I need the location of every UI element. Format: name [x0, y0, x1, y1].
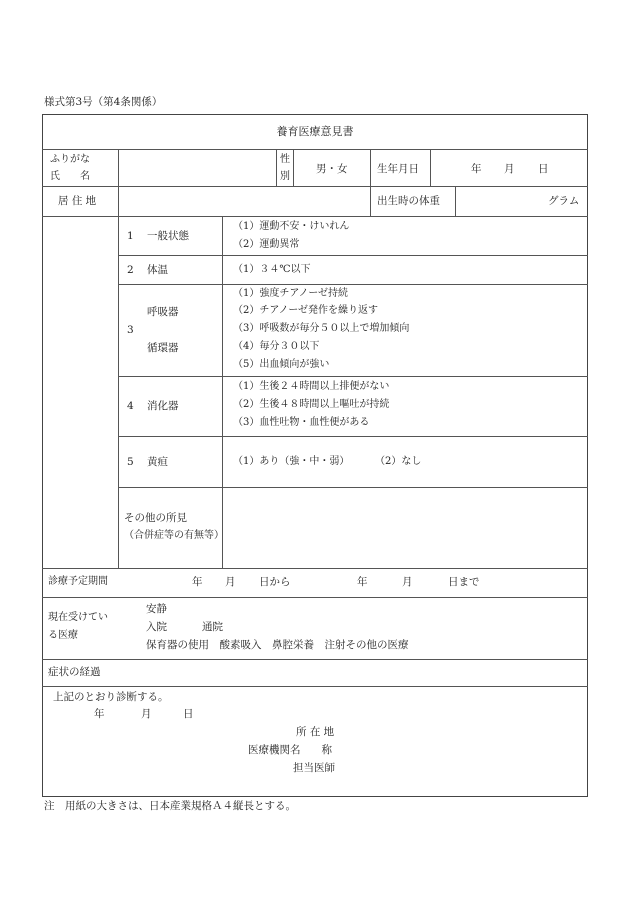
symptom-4-option: （2）生後４８時間以上嘔吐が持続: [233, 399, 390, 410]
symptom-3-option: （4）毎分３０以下: [233, 341, 320, 352]
form-title: 養育医療意見書: [276, 125, 354, 138]
symptom-3-option: （2）チアノーゼ発作を繰り返す: [233, 305, 379, 316]
symptom-5-label: 黄疸: [147, 456, 168, 468]
symptom-1-option: （1）運動不安・けいれん: [233, 221, 350, 232]
address-label: 居 住 地: [58, 195, 97, 207]
schedule-end-month: 月: [402, 576, 413, 588]
progress-label: 症状の経過: [48, 666, 101, 678]
furigana-label: ふりがな: [50, 154, 90, 165]
symptom-4-option: （3）血性吐物・血性便がある: [233, 417, 370, 428]
sex-label-2: 別: [280, 171, 290, 182]
sex-label-1: 性: [280, 154, 290, 165]
dob-month: 月: [504, 163, 515, 175]
sign-month: 月: [141, 708, 152, 720]
paper-size-note: 注 用紙の大きさは、日本産業規格Ａ４縦長とする。: [44, 800, 296, 812]
dob-day: 日: [538, 163, 549, 175]
dob-label: 生年月日: [377, 163, 419, 175]
symptom-3-num: 3: [127, 324, 134, 336]
symptom-3-option: （5）出血傾向が強い: [233, 359, 330, 370]
symptom-1-num: 1: [127, 230, 134, 242]
schedule-start-year: 年: [192, 576, 203, 588]
symptom-4-num: 4: [127, 400, 134, 412]
sex-value: 男・女: [316, 163, 348, 175]
birth-weight-label: 出生時の体重: [377, 195, 440, 207]
sign-year: 年: [94, 708, 105, 720]
symptom-2-num: 2: [127, 264, 134, 276]
schedule-label: 診療予定期間: [48, 576, 108, 587]
symptom-4-option: （1）生後２４時間以上排便がない: [233, 381, 390, 392]
schedule-start-day: 日から: [259, 576, 291, 588]
symptom-3-label-respiratory: 呼吸器: [147, 306, 179, 318]
form-number: 様式第3号（第4条関係）: [44, 96, 163, 108]
current-care-inpatient: 入院: [146, 621, 167, 633]
current-care-label-1: 現在受けてい: [48, 612, 108, 623]
current-care-treatments: 保育器の使用 酸素吸入 鼻腔栄養 注射その他の医療: [146, 639, 409, 651]
symptom-1-label: 一般状態: [147, 230, 189, 242]
institution-address-label: 所 在 地: [296, 726, 335, 738]
sign-day: 日: [183, 708, 194, 720]
symptom-5-num: 5: [127, 456, 134, 468]
symptom-3-option: （3）呼吸数が毎分５０以上で増加傾向: [233, 323, 410, 334]
schedule-end-day: 日まで: [448, 576, 480, 588]
symptom-3-option: （1）強度チアノーゼ持続: [233, 288, 349, 299]
name-label: 氏 名: [50, 171, 90, 182]
symptom-2-option: （1）３４℃以下: [233, 264, 311, 275]
dob-year: 年: [471, 163, 482, 175]
symptom-5-option: （1）あり（強・中・弱）: [233, 456, 350, 467]
symptom-2-label: 体温: [147, 264, 168, 276]
diagnosis-statement: 上記のとおり診断する。: [53, 691, 169, 703]
other-findings-label: その他の所見: [124, 512, 187, 524]
symptom-3-label-circulatory: 循環器: [147, 342, 179, 354]
symptom-5-option: （2）なし: [375, 456, 422, 467]
institution-name-label: 医療機関名 称: [248, 744, 332, 756]
attending-doctor-label: 担当医師: [293, 762, 335, 774]
schedule-start-month: 月: [225, 576, 236, 588]
other-findings-sub: （合併症等の有無等）: [124, 530, 224, 541]
current-care-label-2: る医療: [48, 630, 78, 641]
symptom-1-option: （2）運動異常: [233, 239, 300, 250]
schedule-end-year: 年: [357, 576, 368, 588]
symptom-4-label: 消化器: [147, 400, 179, 412]
gram-unit: グラム: [548, 195, 580, 207]
current-care-outpatient: 通院: [202, 621, 223, 633]
current-care-rest: 安静: [146, 603, 167, 615]
